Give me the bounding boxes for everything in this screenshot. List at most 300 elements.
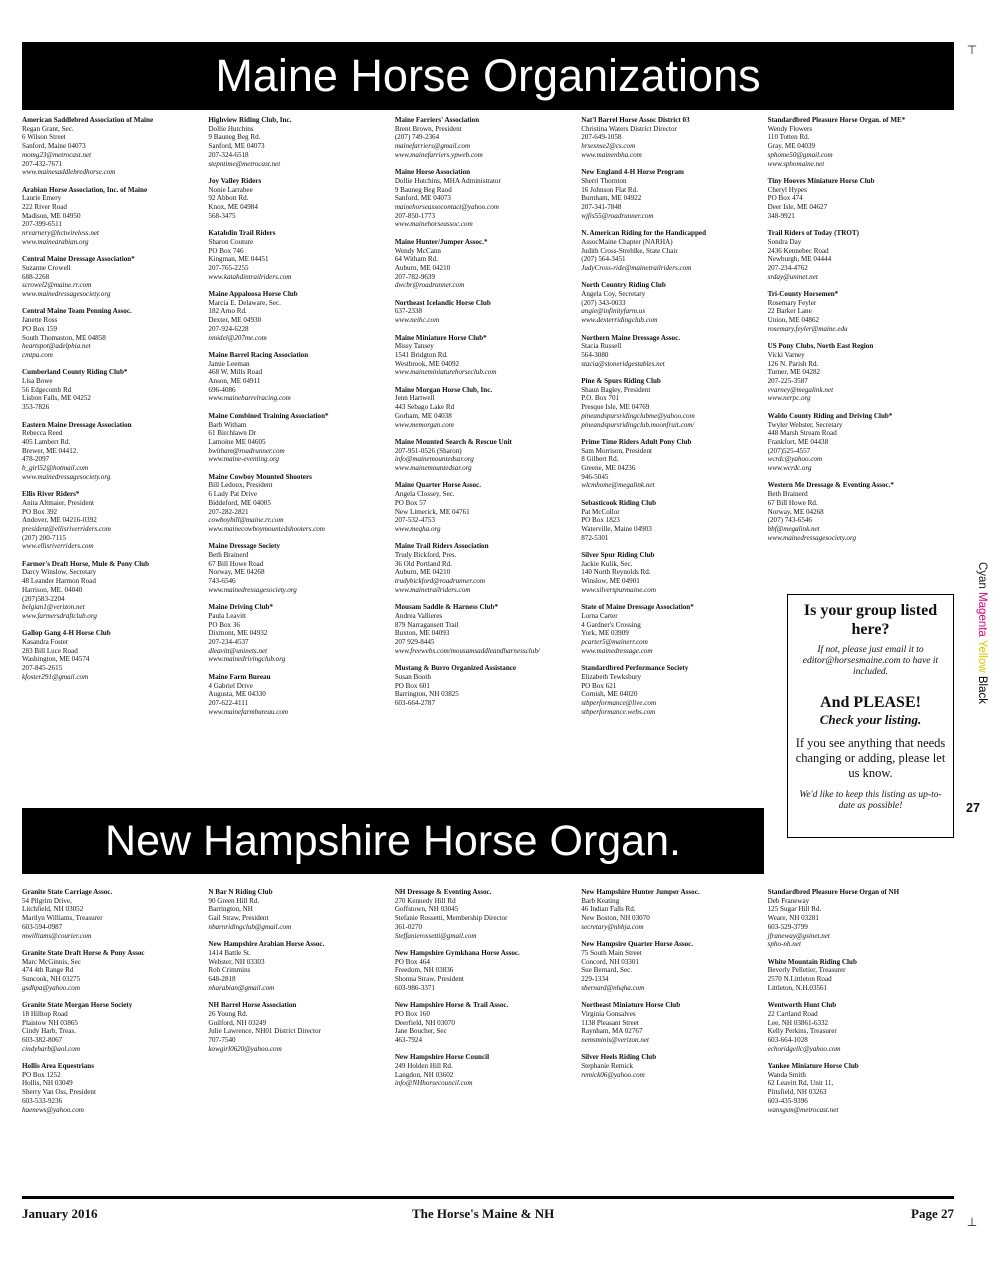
org-contact-link: nmidel@207me.com [208, 333, 267, 342]
org-entry [22, 1062, 204, 1114]
org-contact-link: mainefarriers@gmail.com [394, 142, 471, 151]
org-contact-link: www.meqha.org [394, 524, 441, 533]
org-detail: Elizabeth Tewksbury [581, 672, 642, 681]
org-contact-link: trudybickford@roadrunner.com [394, 577, 485, 586]
org-detail: Laurie Emery [22, 194, 62, 203]
org-detail: 67 Bill Howe Road [208, 559, 264, 568]
org-detail: Julie Lawrence, NH01 District Director [208, 1027, 321, 1036]
org-contact-link: info@mainemountedsar.org [394, 455, 474, 464]
org-name: Maine Driving Club* [208, 603, 274, 612]
org-detail: Norway, ME 04268 [767, 507, 824, 516]
org-detail: Barb Witham [208, 420, 247, 429]
org-detail: 474 4th Range Rd [22, 966, 74, 975]
org-detail: 348-9921 [767, 211, 795, 220]
org-detail: 478-2097 [22, 455, 50, 464]
org-entry [22, 949, 204, 993]
org-contact-link: www.mainearabian.org [22, 237, 89, 246]
org-detail: Jamie Leeman [208, 359, 250, 368]
org-detail: PO Box 474 [767, 194, 803, 203]
org-name: Maine Barrel Racing Association [208, 350, 309, 359]
org-detail: Waterville, Maine 04903 [581, 524, 652, 533]
org-contact-link: www.mainesaddlebredhorse.com [22, 168, 116, 177]
org-name: Maine Morgan Horse Club, Inc. [394, 385, 493, 394]
org-detail: 249 Holden Hill Rd. [394, 1062, 453, 1071]
org-detail: Andrea Vallieres [394, 611, 443, 620]
org-detail: New Boston, NH 03070 [581, 914, 650, 923]
org-name: Trail Riders of Today (TROT) [767, 229, 859, 238]
org-name: Silver Spur Riding Club [581, 551, 655, 560]
maine-banner [22, 42, 954, 110]
org-detail: Presque Isle, ME 04769 [581, 403, 650, 412]
org-detail: 207-282-2821 [208, 507, 249, 516]
org-contact-link: hrsesnse2@cs.com [581, 142, 636, 151]
org-name: Mustang & Burro Organized Assistance [394, 664, 517, 673]
org-detail: 688-2268 [22, 272, 50, 281]
maine-column [581, 116, 767, 725]
org-entry [208, 473, 390, 534]
org-detail: (207) 564-3451 [581, 255, 626, 264]
org-contact-link: heartspot@adelphia.net [22, 342, 91, 351]
org-detail: Christina Waters District Director [581, 124, 677, 133]
org-entry [581, 1053, 763, 1079]
org-detail: PO Box 57 [394, 498, 427, 507]
org-name: New England 4-H Horse Program [581, 168, 684, 177]
org-contact-link: www.mainedressagesociety.org [22, 290, 111, 299]
org-entry [22, 255, 204, 299]
org-entry [208, 116, 390, 168]
org-name: Nat'l Barrel Horse Assoc District 03 [581, 116, 690, 124]
org-entry [581, 334, 763, 369]
org-detail: Shaun Bagley, President [581, 385, 651, 394]
org-detail: PO Box 746 [208, 246, 244, 255]
org-detail: Kasandra Foster [22, 638, 69, 647]
callout-body: If you see anything that needs changing or adding, please let us know. [795, 736, 946, 780]
org-name: Maine Horse Association [394, 168, 471, 177]
org-contact-link: dwcbr@roadrunner.com [394, 281, 465, 290]
footer-rule [22, 1196, 954, 1199]
org-entry [22, 186, 204, 247]
org-entry [22, 1001, 204, 1053]
org-detail: Stephanie Remick [581, 1062, 634, 1071]
org-name: New Hampshire Horse & Trail Assoc. [394, 1001, 509, 1010]
org-detail: Lamoine ME 04605 [208, 437, 266, 446]
org-detail: Jenn Hartwell [394, 394, 435, 403]
org-contact-link: echoridgellc@yahoo.com [767, 1044, 841, 1053]
org-detail: Darcy Winslow, Secretary [22, 568, 97, 577]
callout-heading: Is your group listed here? [803, 602, 938, 638]
org-detail: Goffstown, NH 03045 [394, 905, 459, 914]
org-detail: Virginia Gonsalves [581, 1009, 636, 1018]
org-contact-link: wlcmhome@megalink.net [581, 481, 655, 490]
org-detail: Hollis, NH 03049 [22, 1079, 73, 1088]
maine-column [22, 116, 208, 725]
org-detail: 9 Bauneg Beg Rd. [208, 133, 261, 142]
org-detail: Stefanie Rossetti, Membership Director [394, 914, 508, 923]
org-name: Arabian Horse Association, Inc. of Maine [22, 185, 148, 194]
org-detail: Langdon, NH 03602 [394, 1070, 454, 1079]
org-detail: 468 W. Mills Road [208, 368, 263, 377]
org-detail: Pittsfield, NH 03263 [767, 1088, 827, 1097]
callout-footnote: We'd like to keep this listing as up-to-date as possible! [799, 790, 942, 811]
org-detail: PO Box 1823 [581, 516, 620, 525]
org-detail: 56 Edgecomb Rd [22, 385, 72, 394]
org-entry [395, 542, 577, 594]
org-detail: New Limerick, ME 04761 [394, 507, 470, 516]
org-detail: 207-845-2615 [22, 664, 63, 673]
org-detail: South Thomaston, ME 04858 [22, 333, 106, 342]
org-detail: 26 Young Rd. [208, 1009, 248, 1018]
org-detail: Sanford, ME 04073 [208, 142, 265, 151]
cmyk-labels [976, 562, 988, 704]
org-detail: 61 Birchlawn Dr [208, 429, 257, 438]
org-entry [768, 412, 950, 473]
org-detail: Webster, NH 03303 [208, 957, 265, 966]
org-detail: (207)583-2204 [22, 594, 65, 603]
org-contact-link: nharabian@gmail.com [208, 983, 275, 992]
org-entry [395, 603, 577, 655]
org-detail: 22 Cartland Road [767, 1009, 818, 1018]
nh-title: New Hampshire Horse Organ. [105, 816, 681, 865]
org-detail: 879 Narragansett Trail [394, 620, 459, 629]
org-contact-link: belgian1@verizon.net [22, 603, 85, 612]
org-detail: Newburgh, ME 04444 [767, 255, 832, 264]
org-entry [581, 603, 763, 655]
org-detail: 22 Barker Lane [767, 307, 812, 316]
crop-mark-top: ⊤ [966, 43, 978, 57]
org-name: Northeast Miniature Horse Club [581, 1001, 681, 1010]
org-contact-link: cmtpa.com [22, 350, 53, 359]
org-entry [22, 490, 204, 551]
org-contact-link: rosemary.feyler@maine.edu [767, 324, 848, 333]
org-entry [768, 888, 950, 949]
org-entry [581, 664, 763, 716]
org-detail: Lee, NH 03861-6332 [767, 1018, 829, 1027]
org-contact-link: dleavitt@uninets.net [208, 646, 268, 655]
org-detail: 696-4086 [208, 385, 236, 394]
org-detail: 18 Hilltop Road [22, 1009, 68, 1018]
nh-column [768, 888, 954, 1123]
org-detail: 207-765-2255 [208, 263, 249, 272]
org-detail: 353-7826 [22, 403, 50, 412]
org-contact-link: spho-nh.net [767, 940, 801, 949]
org-detail: Beverly Pelletier, Treasurer [767, 966, 846, 975]
org-detail: Norway, ME 04268 [208, 568, 265, 577]
org-contact-link: stbperformance@live.com [581, 698, 657, 707]
org-detail: 48 Leander Harmon Road [22, 577, 96, 586]
org-detail: Gorham, ME 04038 [394, 411, 452, 420]
org-detail: 463-7924 [394, 1035, 423, 1044]
org-detail: PO Box 464 [394, 957, 430, 966]
org-contact-link: www.mainedrivingclub.org [208, 655, 286, 664]
org-name: Sebasticook Riding Club [581, 498, 657, 507]
org-name: Maine Quarter Horse Assoc. [394, 481, 481, 490]
org-detail: 707-7540 [208, 1035, 236, 1044]
org-name: State of Maine Dressage Association* [581, 603, 694, 612]
org-entry [22, 368, 204, 412]
yellow-label: Yellow [976, 639, 988, 673]
org-detail: Sanford, ME 04073 [394, 194, 451, 203]
org-contact-link: mainehorseassocontact@yahoo.com [394, 203, 499, 212]
org-contact-link: www.memorgan.com [394, 420, 454, 429]
org-entry [395, 386, 577, 430]
black-label: Black [976, 675, 988, 704]
org-entry [22, 116, 204, 177]
org-entry [581, 438, 763, 490]
org-name: New Hampsire Quarter Horse Assoc. [581, 940, 694, 949]
org-contact-link: scrowel2@maine.rr.com [22, 281, 92, 290]
org-detail: 6 Lady Pat Drive [208, 490, 258, 499]
org-contact-link: wjfis55@roadrunner.com [581, 211, 654, 220]
org-contact-link: info@NHhorsecouncil.com [394, 1079, 473, 1088]
org-detail: Missy Tansey [394, 342, 434, 351]
org-detail: Suncook, NH 03275 [22, 975, 81, 984]
org-detail: Rebecca Reed [22, 429, 63, 438]
org-detail: Kelly Perkins, Treasurer [767, 1027, 837, 1036]
org-contact-link: www.freewebs.com/mousamsaddleandharnessclub/ [394, 646, 540, 655]
org-name: Northeast Icelandic Horse Club [394, 298, 491, 307]
org-name: New Hampshire Gymkhana Horse Assoc. [394, 948, 520, 957]
org-contact-link: www.katahdintrailriders.com [208, 272, 292, 281]
listing-callout-box [787, 594, 954, 838]
org-name: N Bar N Riding Club [208, 888, 273, 896]
org-detail: Susan Booth [394, 672, 431, 681]
org-detail: Lisbon Falls, ME 04252 [22, 394, 91, 403]
org-contact-link: cindyharb@aol.com [22, 1044, 80, 1053]
org-entry [208, 229, 390, 281]
callout-heading-2: And PLEASE! [820, 694, 921, 711]
org-detail: 110 Totten Rd. [767, 133, 810, 142]
org-detail: 6 Wilson Street [22, 133, 66, 142]
org-contact-link: nemsminis@verizon.net [581, 1035, 650, 1044]
org-contact-link: www.mainedressagesociety.org [22, 472, 111, 481]
org-contact-link: stacia@stoneridgestables.net [581, 359, 665, 368]
org-entry [581, 888, 763, 932]
org-detail: Beth Brainerd [767, 490, 808, 499]
org-name: Maine Farriers' Association [394, 116, 480, 124]
org-name: NH Dressage & Eventing Assoc. [394, 888, 492, 896]
org-entry [395, 238, 577, 290]
org-name: New Hampshire Hunter Jumper Assoc. [581, 888, 700, 896]
org-detail: Dexter, ME 04930 [208, 316, 262, 325]
org-detail: Westbrook, ME 04092 [394, 359, 460, 368]
org-contact-link: pcarter5@mainerr.com [581, 638, 648, 647]
org-entry [395, 1001, 577, 1045]
org-name: New Hampshire Arabian Horse Assoc. [208, 940, 325, 949]
org-name: Tri-County Horsemen* [767, 290, 839, 299]
org-entry [208, 888, 390, 932]
org-name: Silver Heels Riding Club [581, 1053, 657, 1062]
org-detail: 126 N. Parish Rd. [767, 359, 819, 368]
org-detail: 405 Lambert Rd. [22, 437, 71, 446]
org-name: Maine Farm Bureau [208, 672, 271, 681]
org-entry [208, 1001, 390, 1053]
org-detail: Trudy Bickford, Pres. [394, 551, 457, 560]
org-detail: Bill Ledoux, President [208, 481, 273, 490]
org-contact-link: wansgsm@metrocast.net [767, 1105, 839, 1114]
org-detail: Barrington, NH [208, 905, 253, 914]
org-name: Farmer's Draft Horse, Mule & Pony Club [22, 559, 150, 568]
org-entry [768, 1001, 950, 1053]
org-name: Granite State Morgan Horse Society [22, 1001, 133, 1010]
org-entry [768, 958, 950, 993]
org-name: Maine Miniature Horse Club* [394, 333, 487, 342]
org-detail: Freedom, NH 03836 [394, 966, 454, 975]
org-detail: 603-382-8067 [22, 1035, 63, 1044]
org-detail: P.O. Box 701 [581, 394, 620, 403]
org-detail: Guilford, NH 03249 [208, 1018, 267, 1027]
org-detail: Concord, NH 03301 [581, 957, 639, 966]
org-detail: Sherry Van Oss, President [22, 1088, 96, 1097]
org-name: Gallop Gang 4-H Horse Club [22, 629, 111, 638]
org-detail: Union, ME 04862 [767, 316, 820, 325]
org-name: Eastern Maine Dressage Association [22, 420, 132, 429]
nh-column [22, 888, 208, 1123]
org-detail: 75 South Main Street [581, 948, 642, 957]
org-contact-link: JudyCross-ride@mainetrailriders.com [581, 263, 692, 272]
org-detail: PO Box 36 [208, 620, 240, 629]
org-detail: 283 Bill Luce Road [22, 646, 78, 655]
org-contact-link: www.mainemountedsar.org [394, 464, 472, 473]
org-detail: Marcia E. Delaware, Sec. [208, 298, 281, 307]
org-detail: Angela Clossey, Sec. [394, 490, 455, 499]
org-contact-link: www.maine-eventing.org [208, 455, 279, 464]
org-detail: 207-532-4753 [394, 516, 436, 525]
org-contact-link: www.neihc.com [394, 316, 440, 325]
org-contact-link: www.maineminiaturehorseclub.com [394, 368, 497, 377]
org-entry [395, 481, 577, 533]
org-detail: Cindy Harb, Treas. [22, 1027, 76, 1036]
org-detail: 4 Gardner's Crossing [581, 620, 641, 629]
org-detail: Rob Crimmins [208, 966, 251, 975]
org-name: Ellis River Riders* [22, 490, 80, 499]
nh-banner [22, 808, 764, 874]
org-detail: 603-594-0987 [22, 922, 63, 931]
org-detail: York, ME 03909 [581, 629, 629, 638]
org-name: Joy Valley Riders [208, 176, 262, 185]
org-detail: Dollie Hutchins, MHA Administrator [394, 176, 501, 185]
org-contact-link: www.mainenbha.com [581, 150, 642, 159]
org-name: Wentworth Hunt Club [767, 1001, 837, 1010]
org-entry [581, 1001, 763, 1045]
org-detail: 207-622-4111 [208, 698, 249, 707]
org-detail: Auburn, ME 04210 [394, 263, 451, 272]
org-contact-link: bwitham@roadrunner.com [208, 446, 285, 455]
org-entry [208, 542, 390, 594]
org-detail: Litchfield, NH 03052 [22, 905, 84, 914]
org-contact-link: kowgirl0620@yahoo.com [208, 1044, 282, 1053]
org-detail: Plaistow NH 03865 [22, 1018, 78, 1027]
org-contact-link: secretary@nhhja.com [581, 922, 644, 931]
org-contact-link: gsdhpa@yahoo.com [22, 983, 80, 992]
org-detail: Burnham, ME 04922 [581, 194, 642, 203]
org-detail: 207-324-6518 [208, 150, 249, 159]
org-contact-link: president@ellisriverriders.com [22, 524, 111, 533]
org-detail: Weare, NH 03281 [767, 914, 819, 923]
org-name: Standardbred Pleasure Horse Organ. of ME* [767, 116, 906, 124]
org-detail: Paula Leavitt [208, 611, 247, 620]
org-contact-link: www.sphomaine.net [767, 159, 825, 168]
org-contact-link: sbernard@nhqha.com [581, 983, 645, 992]
org-name: Granite State Carriage Assoc. [22, 888, 113, 896]
org-detail: 36 Old Portland Rd. [394, 559, 452, 568]
org-detail: Gail Straw, President [208, 914, 269, 923]
org-detail: Anita Altmaier, President [22, 498, 95, 507]
org-entry [581, 229, 763, 273]
org-detail: Buxton, ME 04093 [394, 629, 450, 638]
org-detail: Augusta, ME 04330 [208, 690, 266, 699]
org-detail: 140 North Reynolds Rd. [581, 568, 651, 577]
org-detail: 229-1334 [581, 975, 609, 984]
org-name: Maine Appaloosa Horse Club [208, 290, 298, 299]
org-detail: 207-850-1773 [394, 211, 436, 220]
org-name: Waldo County Riding and Driving Club* [767, 411, 893, 420]
org-name: US Pony Clubs, North East Region [767, 342, 874, 351]
org-contact-link: www.mainedressage.com [581, 646, 653, 655]
org-detail: Twyler Webster, Secretary [767, 420, 843, 429]
org-contact-link: nrvarnery@hctwireless.net [22, 229, 99, 238]
org-detail: 92 Abbott Rd. [208, 194, 249, 203]
footer-page: Page 27 [911, 1206, 954, 1221]
org-name: Mousam Saddle & Harness Club* [394, 603, 499, 612]
org-detail: Sam Morrison, President [581, 446, 652, 455]
org-entry [22, 307, 204, 359]
org-detail: Lorna Carter [581, 611, 618, 620]
org-detail: 182 Arno Rd. [208, 307, 247, 316]
org-contact-link: remick06@yahoo.com [581, 1070, 645, 1079]
org-entry [768, 229, 950, 281]
org-entry [395, 888, 577, 940]
org-detail: 1541 Bridgton Rd. [394, 350, 448, 359]
org-detail: 90 Green Hill Rd. [208, 896, 260, 905]
org-detail: Madison, ME 04950 [22, 211, 81, 220]
cmyk-color-bar [966, 562, 990, 762]
org-detail: Auburn, ME 04210 [394, 568, 451, 577]
org-contact-link: sphome50@gmail.com [767, 150, 833, 159]
org-detail: Frankfort, ME 04438 [767, 437, 829, 446]
org-contact-link: www.mainedressagesociety.org [767, 533, 857, 542]
org-entry [395, 438, 577, 473]
org-detail: Lisa Bowe [22, 377, 53, 386]
org-detail: Janette Ross [22, 316, 58, 325]
org-detail: Deer Isle, ME 04627 [767, 203, 828, 212]
org-detail: Sharon Couture [208, 237, 254, 246]
org-contact-link: nbarnridingclub@gmail.com [208, 922, 292, 931]
org-contact-link: www.dexterridingclub.com [581, 316, 658, 325]
org-entry [768, 1062, 950, 1114]
org-entry [581, 551, 763, 595]
nh-column [581, 888, 767, 1123]
org-detail: Gray, ME 04039 [767, 142, 816, 151]
org-detail: Pat McCollor [581, 507, 620, 516]
org-detail: Turner, ME 04282 [767, 368, 821, 377]
org-detail: Kingman, ME 04451 [208, 255, 269, 264]
org-detail: 603-435-9396 [767, 1096, 808, 1105]
org-detail: Angela Coy, Secretary [581, 290, 646, 299]
org-detail: Marc McGinnis, Sec [22, 957, 81, 966]
org-detail: Littleton, N.H.03561 [767, 983, 828, 992]
org-detail: 603-986-3371 [394, 983, 436, 992]
org-name: Maine Hunter/Jumper Assoc.* [394, 237, 488, 246]
org-detail: Brewer, ME 04412. [22, 446, 79, 455]
org-detail: 207-234-4762 [767, 263, 808, 272]
org-name: Central Maine Team Penning Assoc. [22, 307, 132, 316]
org-entry [208, 290, 390, 342]
org-detail: (207) 743-6546 [767, 516, 812, 525]
org-detail: 637-2338 [394, 307, 423, 316]
org-detail: 564-3080 [581, 350, 609, 359]
org-name: Cumberland County Riding Club* [22, 368, 128, 377]
org-entry [395, 949, 577, 993]
